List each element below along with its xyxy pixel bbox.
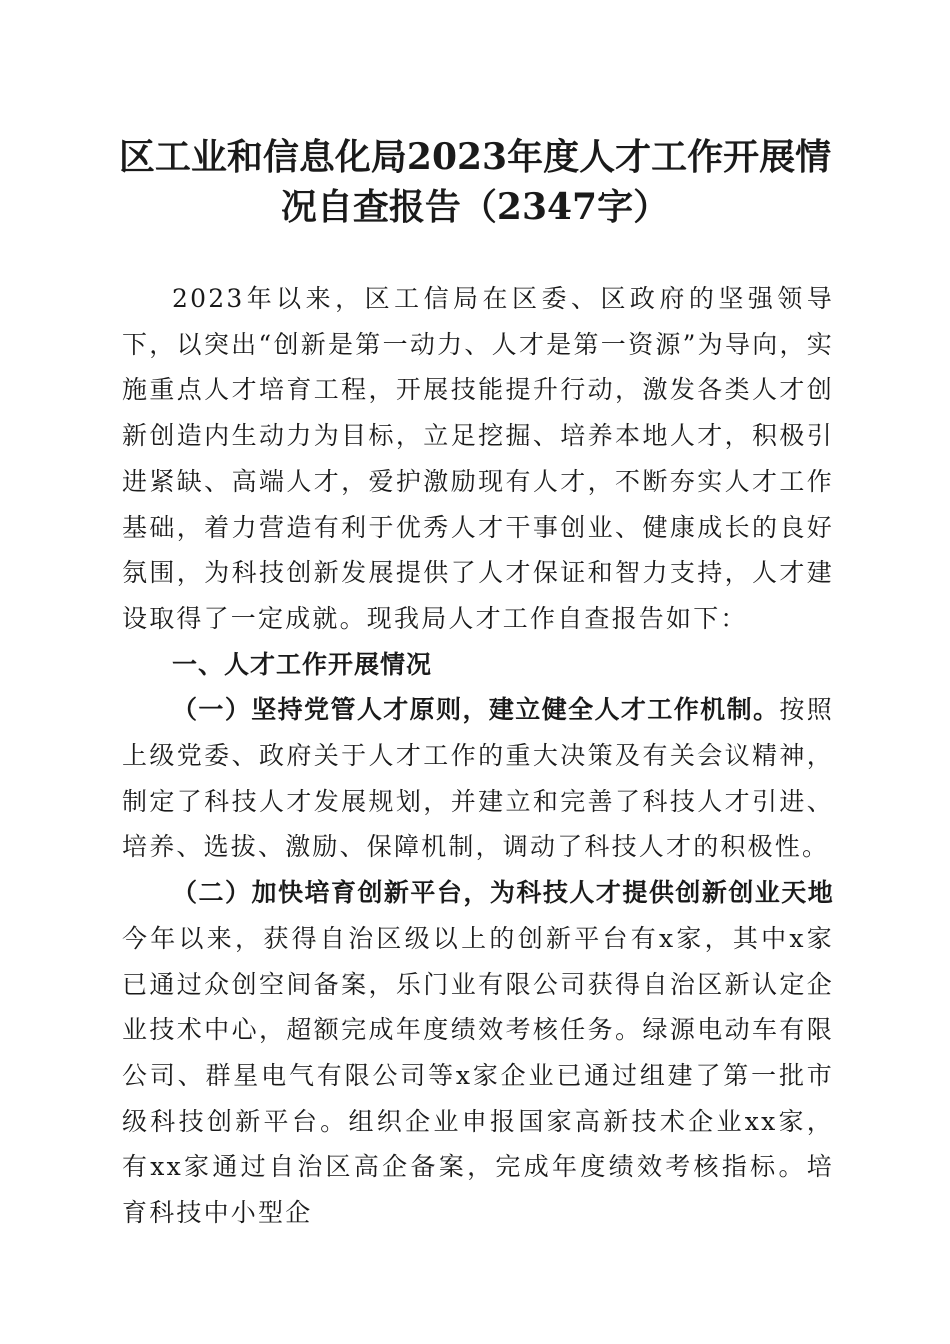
document-body [122,276,834,1236]
subsection-2-lead: （二）加快培育创新平台，为科技人才提供创新创业天地 [172,878,834,908]
section-1-heading: 一、人才工作开展情况 [172,649,433,679]
subsection-1-paragraph [122,687,834,870]
title-line-2: 况自查报告（2347字） [280,186,670,228]
intro-paragraph: 2023年以来，区工信局在区委、区政府的坚强领导下，以突出“创新是第一动力、人才是第一资源”为导向，实施重点人才培育工程，开展技能提升行动，激发各类人才创新创造内生动力为目标，立足挖掘、培养本地人才，积极引进紧缺、高端人才，爱护激励现有人才，不断夯实人才工作基础，着力营造有利于优秀人才干事创业、健康成长的良好氛围，为科技创新发展提供了人才保证和智力支持，人才建设取得了一定成就。现我局人才工作自查报告如下： [122,284,834,633]
title-line-1: 区工业和信息化局2023年度人才工作开展情 [118,136,832,178]
subsection-2-body: 今年以来，获得自治区级以上的创新平台有x家，其中x家已通过众创空间备案，乐门业有限公司获得自治区新认定企业技术中心，超额完成年度绩效考核任务。绿源电动车有限公司、群星电气有限公司等x家企业已通过组建了第一批市级科技创新平台。组织企业申报国家高新技术企业xx家，有xx家通过自治区高企备案，完成年度绩效考核指标。培育科技中小型企 [122,923,834,1228]
subsection-2-paragraph [122,870,834,1236]
subsection-1-body: 按照上级党委、政府关于人才工作的重大决策及有关会议精神，制定了科技人才发展规划，并建立和完善了科技人才引进、培养、选拔、激励、保障机制，调动了科技人才的积极性。 [122,695,834,862]
subsection-1-lead: （一）坚持党管人才原则，建立健全人才工作机制。 [172,695,780,725]
document-title [110,132,840,232]
